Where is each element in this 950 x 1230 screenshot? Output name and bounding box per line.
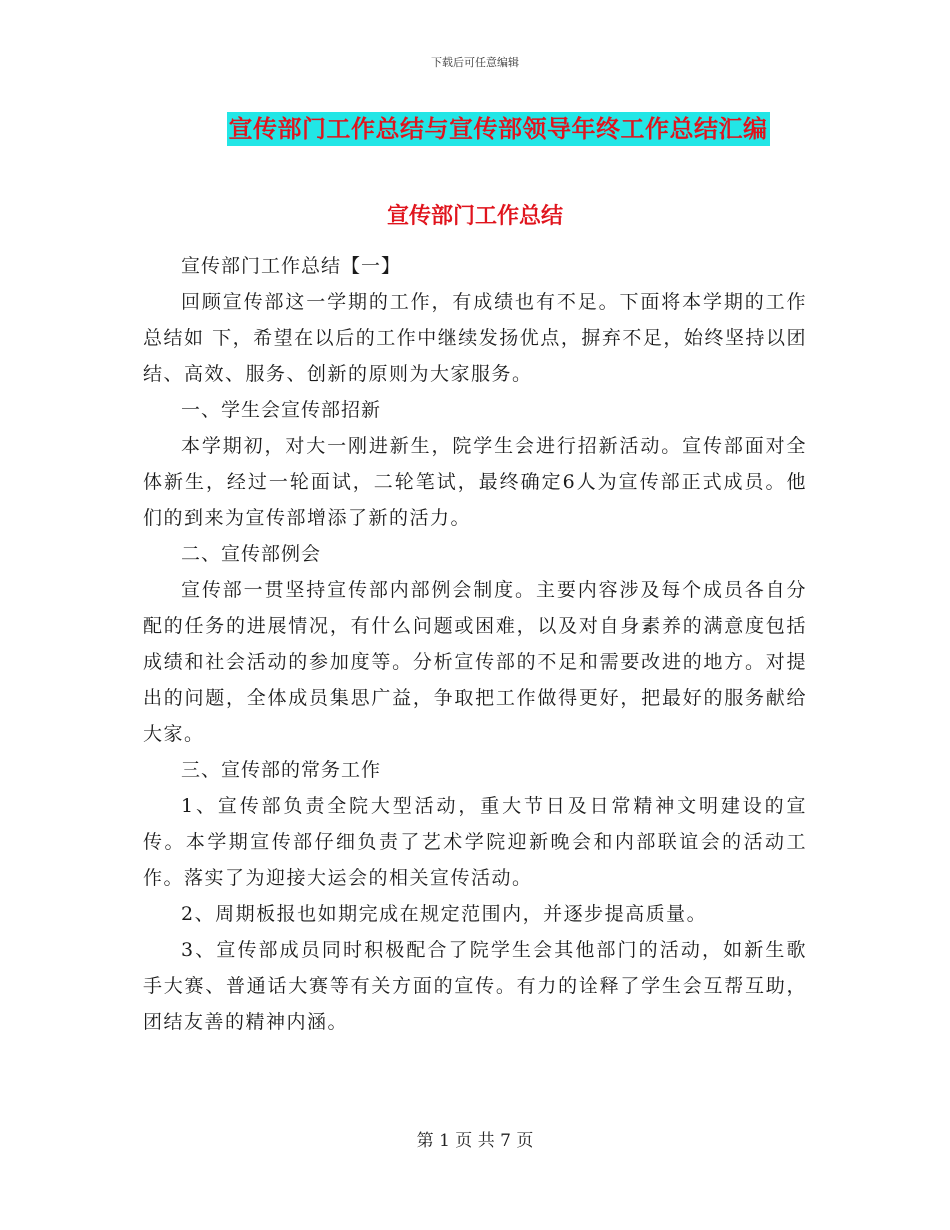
paragraph-recruitment: 本学期初，对大一刚进新生，院学生会进行招新活动。宣传部面对全体新生，经过一轮面试，二轮笔试，最终确定6人为宣传部正式成员。他们的到来为宣传部增添了新的活力。 [143,435,807,529]
paragraph-routine-3: 3、宣传部成员同时积极配合了院学生会其他部门的活动，如新生歌手大赛、普通话大赛等有关方面的宣传。有力的诠释了学生会互帮互助，团结友善的精神内涵。 [143,939,807,1033]
paragraph-routine-2: 2、周期板报也如期完成在规定范围内，并逐步提高质量。 [181,903,708,925]
subsection-heading: 宣传部门工作总结【一】 [181,255,402,277]
heading-routine-work: 三、宣传部的常务工作 [181,759,382,781]
main-title: 宣传部门工作总结与宣传部领导年终工作总结汇编 [227,112,770,146]
document-body [143,248,807,1040]
heading-recruitment: 一、学生会宣传部招新 [181,399,382,421]
page-number-footer: 第 1 页 共 7 页 [416,1131,534,1151]
paragraph-routine-1: 1、宣传部负责全院大型活动，重大节日及日常精神文明建设的宣传。本学期宣传部仔细负责了艺术学院迎新晚会和内部联谊会的活动工作。落实了为迎接大运会的相关宣传活动。 [143,795,807,889]
paragraph-intro: 回顾宣传部这一学期的工作，有成绩也有不足。下面将本学期的工作总结如 下，希望在以后的工作中继续发扬优点，摒弃不足，始终坚持以团结、高效、服务、创新的原则为大家服务。 [143,291,807,385]
section-title: 宣传部门工作总结 [386,204,563,229]
header-note: 下载后可任意编辑 [431,56,519,69]
paragraph-meetings: 宣传部一贯坚持宣传部内部例会制度。主要内容涉及每个成员各自分配的任务的进展情况，有什么问题或困难，以及对自身素养的满意度包括成绩和社会活动的参加度等。分析宣传部的不足和需要改进的地方。对提出的问题，全体成员集思广益，争取把工作做得更好，把最好的服务献给大家。 [143,579,807,745]
heading-meetings: 二、宣传部例会 [181,543,322,565]
main-title-wrap [0,112,950,146]
